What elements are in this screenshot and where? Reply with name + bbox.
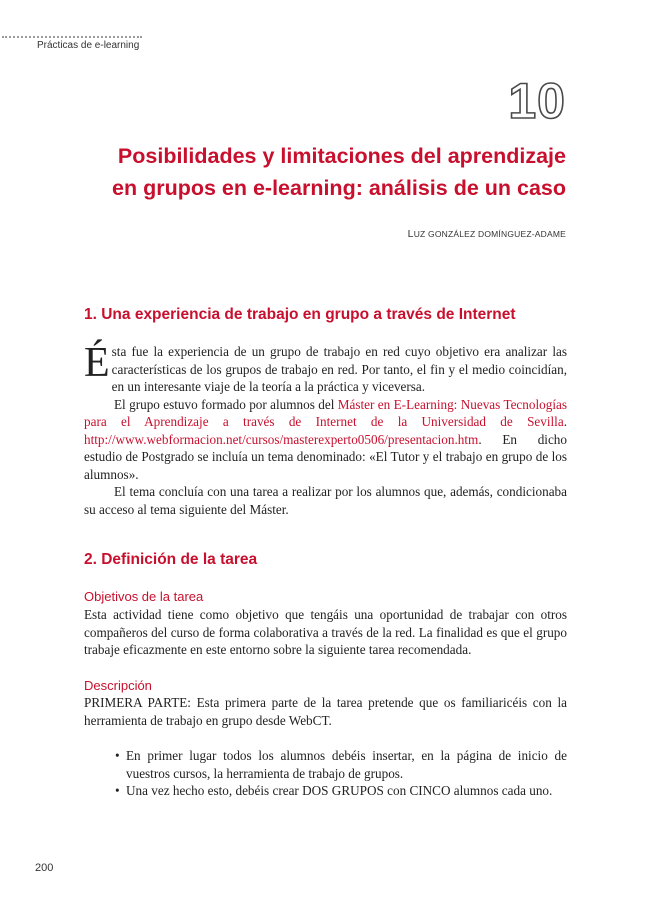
author-rest: UZ GONZÁLEZ DOMÍNGUEZ-ADAME <box>413 229 566 239</box>
section1-paragraph2 <box>84 396 567 484</box>
paragraph2-rest: . En dicho estudio de Postgrado se incluía un tema denominado: «El Tutor y el trabajo en grupo de los alumnos». <box>84 431 567 482</box>
objetivos-text: Esta actividad tiene como objetivo que tengáis una oportunidad de trabajar con otros compañeros del curso de forma colaborativa a través de la red. La finalidad es que el grupo trabaje eficazmente en este entorno sobre la siguiente tarea recomendada. <box>84 607 567 657</box>
objetivos-heading: Objetivos de la tarea <box>84 589 204 604</box>
chapter-number: 10 <box>508 73 566 129</box>
bullet-text: En primer lugar todos los alumnos debéis insertar, en la página de inicio de vuestros cursos, la herramienta de trabajo de grupos. <box>126 748 567 781</box>
bullet-text: Una vez hecho esto, debéis crear DOS GRUPOS con CINCO alumnos cada uno. <box>126 783 553 798</box>
paragraph2-intro: El grupo estuvo formado por alumnos del <box>114 396 338 412</box>
paragraph2-dot: . <box>563 414 567 429</box>
section1-paragraph3: El tema concluía con una tarea a realizar por los alumnos que, además, condicionaba su acceso al tema siguiente del Máster. <box>84 484 567 517</box>
task-bullet-list <box>115 747 567 800</box>
objetivos-body <box>84 606 567 659</box>
section1-paragraph1 <box>84 340 567 396</box>
section2-heading: 2. Definición de la tarea <box>84 551 258 568</box>
section1-paragraph1-text: sta fue la experiencia de un grupo de trabajo en red cuyo objetivo era analizar las características de los grupos de trabajo en red. Por tanto, el fin y el medio coincidían, en un interesante viaje de la teoría a la práctica y viceversa. <box>111 344 567 394</box>
chapter-title <box>60 140 566 204</box>
descripcion-heading: Descripción <box>84 678 152 693</box>
running-head: Prácticas de e-learning <box>37 40 140 51</box>
bullet-icon: • <box>115 783 120 798</box>
page-number: 200 <box>35 862 54 874</box>
drop-cap: É <box>84 340 110 386</box>
author-initial: L <box>407 228 414 240</box>
descripcion-text: PRIMERA PARTE: Esta primera parte de la tarea pretende que os familiaricéis con la herramienta de trabajo en grupo desde WebCT. <box>84 695 567 728</box>
chapter-title-line1: Posibilidades y limitaciones del aprendizaje <box>117 144 566 168</box>
bullet-item <box>115 747 567 782</box>
section1-body <box>84 340 567 518</box>
bullet-icon: • <box>115 748 120 763</box>
chapter-title-line2: en grupos en e-learning: análisis de un caso <box>112 176 566 200</box>
author-name <box>408 228 566 240</box>
bullet-item <box>115 782 567 800</box>
section1-heading: 1. Una experiencia de trabajo en grupo a través de Internet <box>84 306 516 323</box>
descripcion-body <box>84 694 567 729</box>
header-dotted-rule <box>2 36 142 38</box>
presentation-url-link[interactable]: http://www.webformacion.net/cursos/masterexperto0506/presentacion.htm <box>84 431 479 447</box>
master-link[interactable]: Máster en E-Learning: Nuevas Tecnologías para el Aprendizaje a través de Internet de la Universidad de Sevilla <box>84 396 567 429</box>
